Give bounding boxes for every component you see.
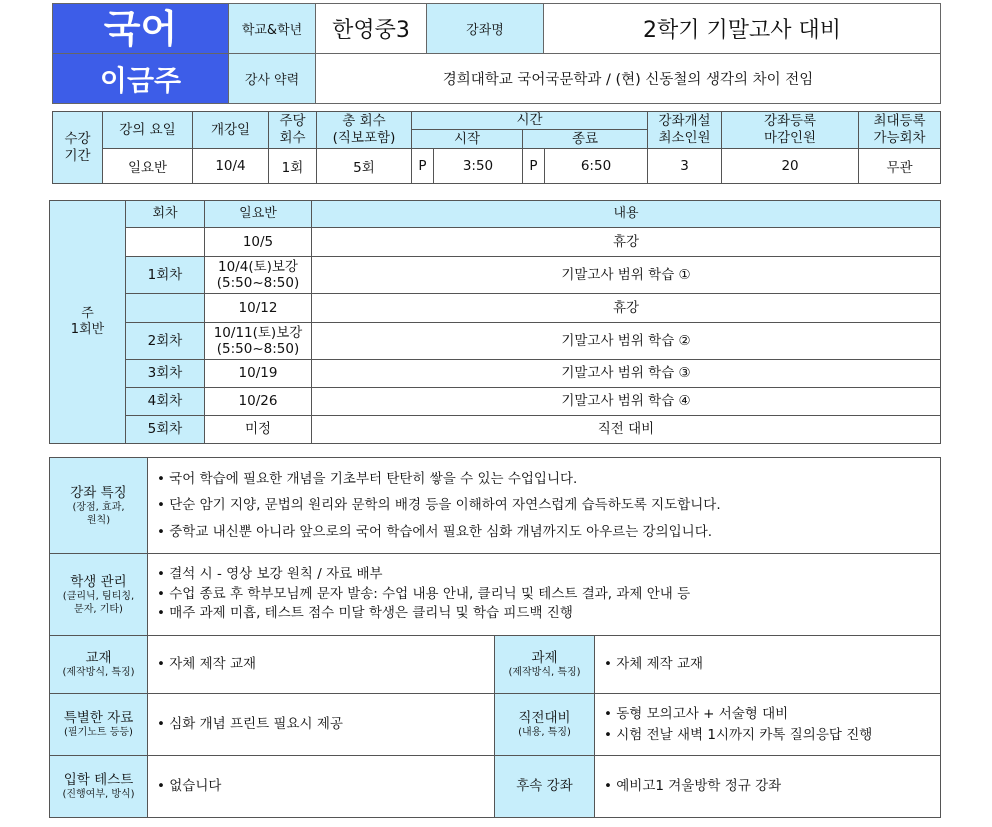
list-item: • 없습니다 [157, 775, 494, 798]
teacher-name: 이금주 [99, 63, 182, 97]
max-join-header: 최대등록 가능회차 [859, 112, 941, 149]
followup-list [595, 756, 941, 818]
min-header: 강좌개설 최소인원 [648, 112, 722, 149]
homework-label: 과제 (제작방식, 특징) [495, 636, 595, 694]
features-table [49, 457, 941, 818]
list-item: • 중학교 내신뿐 아니라 앞으로의 국어 학습에서 필요한 심화 개념까지도 아우르는 강의입니다. [157, 519, 940, 545]
list-item: • 자체 제작 교재 [604, 653, 940, 676]
content-cell: 직전 대비 [312, 416, 941, 444]
profile-value: 경희대학교 국어국문학과 / (현) 신동철의 생각의 차이 전임 [316, 54, 941, 104]
session-cell: 3회차 [126, 360, 205, 388]
list-item: • 심화 개념 프린트 필요시 제공 [157, 713, 494, 736]
list-item: • 국어 학습에 필요한 개념을 기초부터 탄탄히 쌓을 수 있는 수업입니다. [157, 466, 940, 492]
period-label: 수강 기간 [53, 112, 103, 184]
content-cell: 기말고사 범위 학습 ① [312, 257, 941, 294]
entrance-test-label: 입학 테스트 (진행여부, 방식) [50, 756, 148, 818]
content-cell: 휴강 [312, 294, 941, 323]
course-feature-label: 강좌 특징 (장점, 효과, 원칙) [50, 458, 148, 554]
session-cell [126, 294, 205, 323]
school-label: 학교&학년 [229, 4, 316, 54]
course-label: 강좌명 [427, 4, 544, 54]
start-time: 3:50 [434, 149, 523, 184]
time-end-header: 종료 [523, 130, 648, 149]
table-row [50, 416, 941, 444]
list-item: • 시험 전날 새벽 1시까지 카톡 질의응답 진행 [604, 725, 940, 745]
followup-label: 후속 강좌 [495, 756, 595, 818]
table-row [50, 257, 941, 294]
schedule-table [52, 111, 941, 184]
student-mgmt-list [148, 554, 941, 636]
homework-list [595, 636, 941, 694]
max-value: 20 [722, 149, 859, 184]
special-material-list [148, 694, 495, 756]
session-cell: 5회차 [126, 416, 205, 444]
textbook-list [148, 636, 495, 694]
content-cell: 기말고사 범위 학습 ② [312, 323, 941, 360]
list-item: • 수업 종료 후 학부모님께 문자 발송: 수업 내용 안내, 클리닉 및 테스트 결과, 과제 안내 등 [157, 585, 940, 605]
max-join-value: 무관 [859, 149, 941, 184]
list-item: • 예비고1 겨울방학 정규 강좌 [604, 775, 940, 798]
day-header: 강의 요일 [103, 112, 193, 149]
entrance-test-list [148, 756, 495, 818]
header-table [52, 3, 941, 104]
table-row [50, 388, 941, 416]
subject-name: 국어 [103, 6, 178, 51]
day-value: 일요반 [103, 149, 193, 184]
date-cell: 10/12 [205, 294, 312, 323]
subject-cell [53, 4, 229, 54]
list-item: • 결석 시 - 영상 보강 원칙 / 자료 배부 [157, 565, 940, 585]
date-header: 일요반 [205, 201, 312, 228]
list-item: • 매주 과제 미흡, 테스트 점수 미달 학생은 클리닉 및 학습 피드백 진행 [157, 604, 940, 624]
time-start-header: 시작 [412, 130, 523, 149]
content-cell: 휴강 [312, 228, 941, 257]
session-header: 회차 [126, 201, 205, 228]
session-cell: 2회차 [126, 323, 205, 360]
date-cell: 10/26 [205, 388, 312, 416]
textbook-label: 교재 (제작방식, 특징) [50, 636, 148, 694]
list-item: • 동형 모의고사 + 서술형 대비 [604, 704, 940, 724]
date-cell: 10/5 [205, 228, 312, 257]
end-ampm: P [523, 149, 545, 184]
list-item: • 자체 제작 교재 [157, 653, 494, 676]
curriculum-label: 주 1회반 [50, 201, 126, 444]
weekly-header: 주당 회수 [269, 112, 317, 149]
session-cell: 4회차 [126, 388, 205, 416]
profile-label: 강사 약력 [229, 54, 316, 104]
table-row [50, 323, 941, 360]
final-prep-label: 직전대비 (내용, 특징) [495, 694, 595, 756]
table-row [50, 294, 941, 323]
table-row [50, 228, 941, 257]
min-value: 3 [648, 149, 722, 184]
school-value: 한영중3 [316, 4, 427, 54]
content-header: 내용 [312, 201, 941, 228]
date-cell: 미정 [205, 416, 312, 444]
date-cell: 10/4(토)보강 (5:50~8:50) [205, 257, 312, 294]
table-row [50, 360, 941, 388]
total-header: 총 회수 (직보포함) [317, 112, 412, 149]
time-header: 시간 [412, 112, 648, 130]
curriculum-table [49, 200, 941, 444]
session-cell [126, 228, 205, 257]
content-cell: 기말고사 범위 학습 ③ [312, 360, 941, 388]
session-cell: 1회차 [126, 257, 205, 294]
start-ampm: P [412, 149, 434, 184]
total-value: 5회 [317, 149, 412, 184]
teacher-cell [53, 54, 229, 104]
date-cell: 10/19 [205, 360, 312, 388]
content-cell: 기말고사 범위 학습 ④ [312, 388, 941, 416]
date-cell: 10/11(토)보강 (5:50~8:50) [205, 323, 312, 360]
course-feature-list [148, 458, 941, 554]
weekly-value: 1회 [269, 149, 317, 184]
end-time: 6:50 [545, 149, 648, 184]
start-date-header: 개강일 [193, 112, 269, 149]
max-header: 강좌등록 마감인원 [722, 112, 859, 149]
student-mgmt-label: 학생 관리 (클리닉, 팀티칭, 문자, 기타) [50, 554, 148, 636]
list-item: • 단순 암기 지양, 문법의 원리와 문학의 배경 등을 이해하여 자연스럽게 습득하도록 지도합니다. [157, 492, 940, 518]
final-prep-list [595, 694, 941, 756]
course-value: 2학기 기말고사 대비 [544, 4, 941, 54]
start-date-value: 10/4 [193, 149, 269, 184]
special-material-label: 특별한 자료 (필기노트 등등) [50, 694, 148, 756]
